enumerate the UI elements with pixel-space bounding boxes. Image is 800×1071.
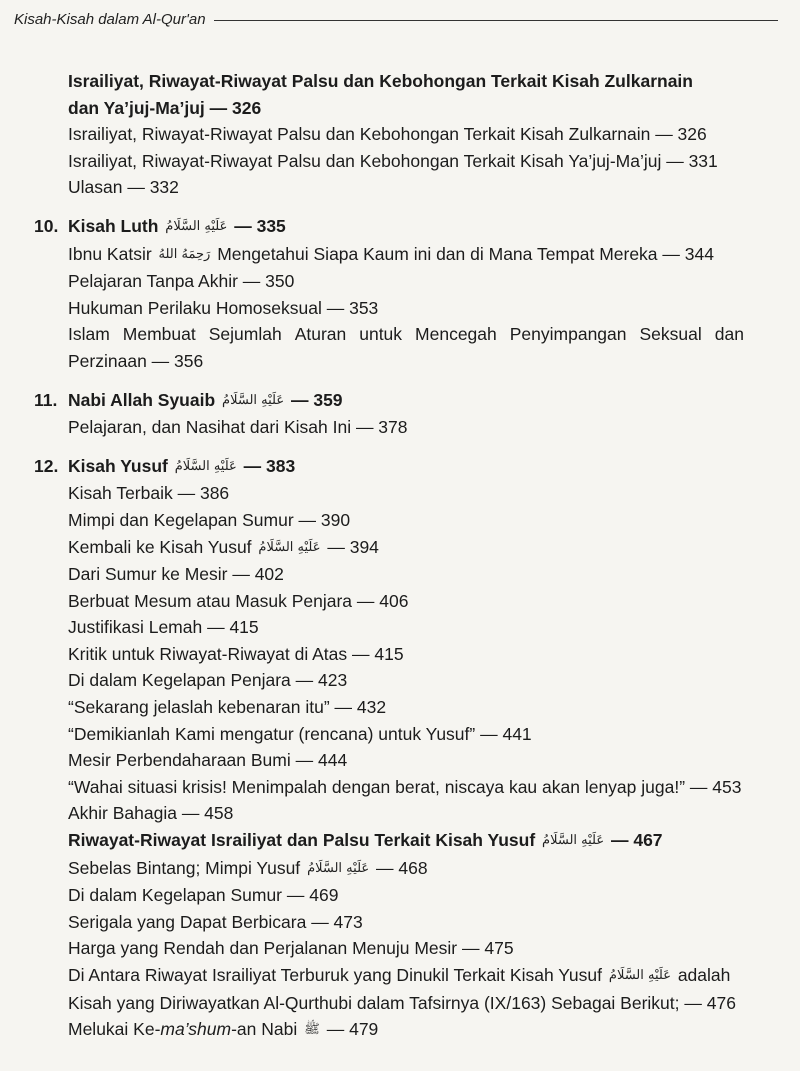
toc-entry [0, 827, 800, 855]
toc-entry-text: — 479 [326, 1019, 379, 1040]
running-head [14, 4, 778, 34]
toc-entry [0, 855, 800, 883]
chapter-number: 10. [34, 215, 59, 236]
chapter-number: 12. [34, 455, 59, 476]
toc-entry-text: — 468 [376, 857, 428, 878]
chapter-heading-12 [0, 453, 800, 481]
toc-entry-text: Kembali ke Kisah Yusuf [68, 536, 252, 557]
chapter-number: 11. [34, 389, 58, 410]
table-of-contents [0, 68, 800, 1044]
toc-entry: “Sekarang jelaslah kebenaran itu” — 432 [68, 697, 387, 718]
toc-entry [0, 1016, 800, 1044]
word: Sejumlah [208, 324, 282, 345]
toc-entry: Kisah Terbaik — 386 [68, 483, 230, 504]
honorific-glyph: عَلَيْهِ السَّلَامُ [608, 968, 671, 983]
honorific-glyph: ﷺ [304, 1022, 320, 1038]
toc-entry: Di dalam Kegelapan Sumur — 469 [68, 885, 339, 906]
toc-entry-text: adalah [677, 965, 731, 985]
word: dan [714, 324, 744, 345]
toc-entry: Israiliyat, Riwayat-Riwayat Palsu dan Kebohongan Terkait Kisah Ya’juj-Ma’juj — 331 [68, 150, 718, 171]
toc-entry: Di dalam Kegelapan Penjara — 423 [68, 670, 348, 691]
toc-entry-text: Ibnu Katsir [68, 243, 152, 264]
toc-entry-text: — 394 [327, 536, 379, 557]
toc-entry: “Wahai situasi krisis! Menimpalah dengan berat, niscaya kau akan lenyap juga!” — 453 [68, 776, 742, 797]
toc-entry-italic: ma’shum [160, 1019, 232, 1040]
word: Penyimpangan [509, 324, 627, 345]
honorific-glyph: عَلَيْهِ السَّلَامُ [542, 833, 605, 849]
word: Seksual [639, 324, 702, 345]
toc-entry: Justifikasi Lemah — 415 [68, 617, 259, 638]
toc-entry: Ulasan — 332 [68, 177, 179, 198]
toc-entry-text: Sebelas Bintang; Mimpi Yusuf [68, 857, 301, 878]
honorific-glyph: عَلَيْهِ السَّلَامُ [174, 458, 237, 474]
chapter-heading-11 [0, 387, 800, 415]
toc-entry: Akhir Bahagia — 458 [68, 803, 234, 824]
honorific-glyph: عَلَيْهِ السَّلَامُ [307, 860, 370, 876]
chapter-page: — 359 [290, 389, 343, 410]
honorific-glyph: عَلَيْهِ السَّلَامُ [222, 392, 285, 408]
word: Membuat [122, 324, 196, 345]
toc-entry: Dari Sumur ke Mesir — 402 [68, 564, 284, 585]
running-head-title: Kisah-Kisah dalam Al-Qur'an [14, 10, 206, 28]
toc-entry: Mesir Perbendaharaan Bumi — 444 [68, 750, 348, 771]
toc-entry: Berbuat Mesum atau Masuk Penjara — 406 [68, 590, 409, 611]
toc-entry-text: Melukai Ke- [68, 1019, 161, 1040]
toc-entry [0, 962, 800, 990]
toc-entry: Israiliyat, Riwayat-Riwayat Palsu dan Kebohongan Terkait Kisah Zulkarnain [68, 71, 693, 91]
toc-entry: “Demikianlah Kami mengatur (rencana) untuk Yusuf” — 441 [68, 723, 532, 744]
word: Mencegah [415, 324, 497, 345]
toc-entry [0, 534, 800, 562]
chapter-page: — 335 [234, 215, 286, 236]
chapter-title: Kisah Yusuf [68, 455, 168, 476]
chapter-title: Kisah Luth [68, 215, 159, 236]
honorific-glyph: رَحِمَهُ اللهُ [158, 246, 211, 262]
toc-entry: Kritik untuk Riwayat-Riwayat di Atas — 415 [68, 643, 404, 664]
honorific-glyph: عَلَيْهِ السَّلَامُ [258, 539, 321, 555]
toc-entry-text: Mengetahui Siapa Kaum ini dan di Mana Tempat Mereka — 344 [217, 243, 714, 264]
toc-entry-justified [0, 321, 800, 348]
toc-entry: Serigala yang Dapat Berbicara — 473 [68, 911, 363, 932]
toc-entry [0, 241, 800, 269]
toc-entry: Israiliyat, Riwayat-Riwayat Palsu dan Kebohongan Terkait Kisah Zulkarnain — 326 [68, 124, 707, 145]
toc-entry: dan Ya’juj-Ma’juj — 326 [68, 97, 262, 118]
toc-entry: Pelajaran Tanpa Akhir — 350 [68, 271, 295, 292]
toc-entry: Pelajaran, dan Nasihat dari Kisah Ini — 378 [68, 417, 408, 438]
word: Aturan [294, 324, 347, 345]
toc-entry-text: -an Nabi [231, 1019, 298, 1040]
toc-entry: Kisah yang Diriwayatkan Al-Qurthubi dalam Tafsirnya (IX/163) Sebagai Berikut; — 476 [68, 992, 736, 1013]
word: untuk [359, 324, 403, 345]
toc-entry-text: — 467 [610, 830, 663, 851]
toc-entry: Perzinaan — 356 [68, 350, 204, 371]
word: Islam [68, 324, 110, 345]
chapter-page: — 383 [243, 455, 296, 476]
toc-entry: Mimpi dan Kegelapan Sumur — 390 [68, 509, 351, 530]
toc-entry-text: Di Antara Riwayat Israiliyat Terburuk yang Dinukil Terkait Kisah Yusuf [68, 965, 603, 985]
chapter-heading-10 [0, 213, 800, 241]
toc-entry: Hukuman Perilaku Homoseksual — 353 [68, 297, 379, 318]
honorific-glyph: عَلَيْهِ السَّلَامُ [165, 218, 228, 234]
header-rule [214, 20, 778, 21]
chapter-title: Nabi Allah Syuaib [68, 389, 216, 410]
toc-entry-text: Riwayat-Riwayat Israiliyat dan Palsu Terkait Kisah Yusuf [68, 830, 536, 851]
toc-entry: Harga yang Rendah dan Perjalanan Menuju Mesir — 475 [68, 938, 514, 959]
